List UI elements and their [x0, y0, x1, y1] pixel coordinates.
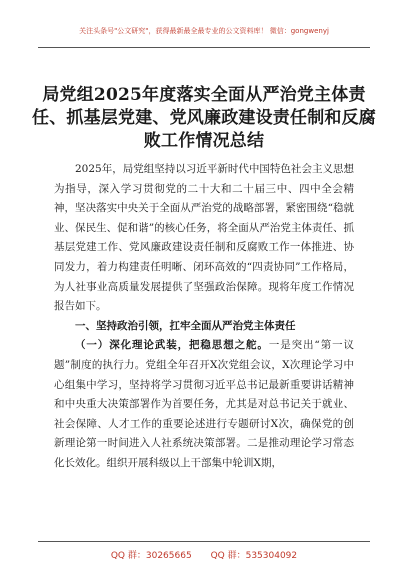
intro-paragraph: 2025年，局党组坚持以习近平新时代中国特色社会主义思想为指导，深入学习贯彻党的二十大和二十届三中、四中全会精神，坚决落实中央关于全面从严治党的战略部署，紧密围绕“稳就业、保民生、促和谐”的核心任务，将全面从严治党主体责任、抓基层党建工作、党风廉政建设责任制和反腐败工作一体推进、协同发力，着力构建责任明晰、闭环高效的“四责协同”工作格局，为人社事业高质量发展提供了坚强政治保障。现将年度工作情况报告如下。	[54, 163, 354, 313]
header-divider	[38, 47, 370, 48]
subsection-heading-1: （一）深化理论武装，把稳思想之舵。	[75, 339, 269, 352]
qq-group-1: QQ 群：30265665	[110, 551, 192, 561]
document-title: 局党组2025年度落实全面从严治党主体责任、抓基层党建、党风廉政建设责任制和反腐败工作情况总结	[32, 85, 376, 151]
subsection-text-1: 一是突出“第一议题”制度的执行力。党组全年召开X次党组会议，X次理论学习中心组集中学习，坚持将学习贯彻习近平总书记最新重要讲话精神和中央重大决策部署作为首要任务，尤其是对总书记关于就业、社会保障、人才工作的重要论述进行专题研讨X次，确保党的创新理论第一时间进入人社系统决策部署。二是推动理论学习常态化长效化。组织开展科级以上干部集中轮训X期，	[54, 339, 355, 469]
footer-banner	[0, 548, 408, 561]
qq-group-2: QQ 群：535304092	[210, 551, 298, 561]
subsection-paragraph-1	[54, 336, 354, 473]
header-banner: 关注头条号"公文研究"，获得最新最全最专业的公文资料库！ 微信：gongwenyj	[79, 27, 329, 35]
section-heading-1: 一、坚持政治引领，扛牢全面从严治党主体责任	[75, 319, 296, 332]
document-body	[54, 160, 354, 474]
footer-divider	[38, 541, 370, 542]
